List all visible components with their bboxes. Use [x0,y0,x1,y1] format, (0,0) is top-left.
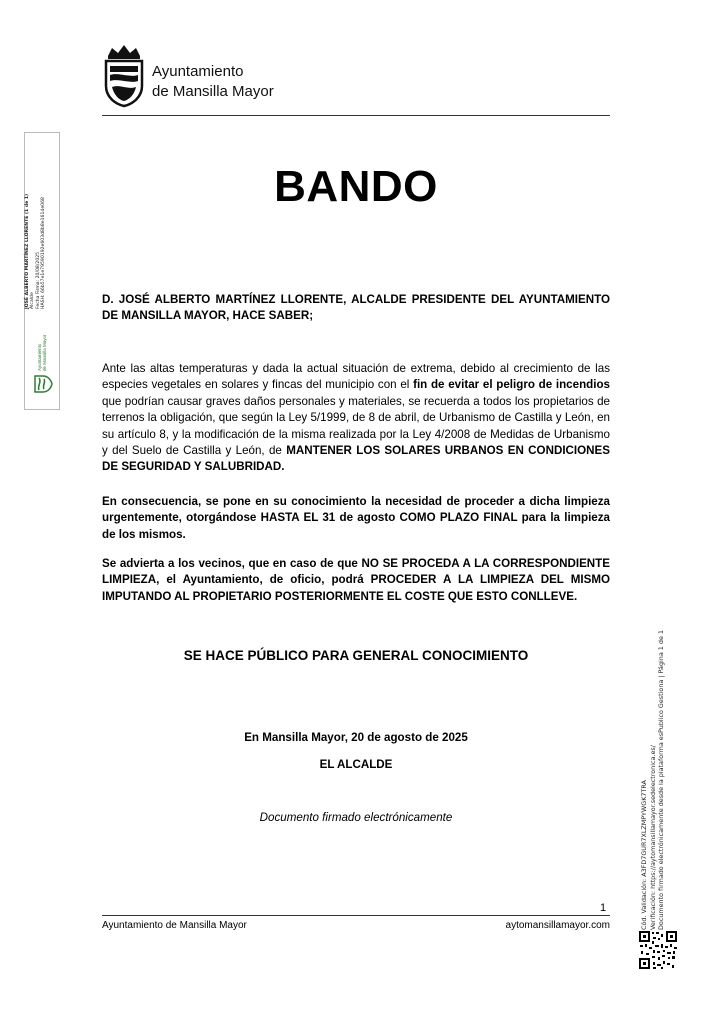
verification-code: Cód. Validación: A3FD7GUR7XLZMPYWGK7TRA [640,780,648,930]
signature-stamp-content [25,141,59,401]
stamp-logo-line2: de Mansilla Mayor [42,334,47,371]
paragraph-1 [102,361,610,476]
document-title: BANDO [274,162,438,211]
signer-title: EL ALCALDE [319,758,393,771]
paragraph-1-bold-b: MANTENER LOS SOLARES URBANOS EN CONDICIONES DE SEGURIDAD Y SALUBRIDAD. [102,444,610,474]
qr-code-icon[interactable] [638,930,678,970]
stamp-logo-icon [31,373,53,395]
footer-organization: Ayuntamiento de Mansilla Mayor [102,920,247,931]
verification-text [640,610,680,930]
footer-website-link[interactable]: aytomansillamayor.com [505,920,610,931]
paragraph-1-text-b: que podrían causar graves daños personales y materiales, se recuerda a todos los propietarios de terrenos la obligación, que según la Ley 5/1999, de 8 de abril, de Urbanismo de Castilla y León, en su artículo 8, y la modificación de la misma realizada por la Ley 4/2008 de Medidas de Urbanismo y del Suelo de Castilla y León, de [102,394,610,458]
footer-divider [102,915,610,916]
stamp-logo-line1: Ayuntamiento [37,343,42,371]
municipal-coat-of-arms-logo [102,42,146,108]
stamp-hash: HASH: 66b57e1e79590192e603d8b8e1614e068 [41,197,47,309]
place-and-date: En Mansilla Mayor, 20 de agosto de 2025 [244,731,468,744]
intro-paragraph: D. JOSÉ ALBERTO MARTÍNEZ LLORENTE, ALCALDE PRESIDENTE DEL AYUNTAMIENTO DE MANSILLA MAYOR, HACE SABER; [102,293,610,323]
header-divider [102,115,610,116]
page-number: 1 [600,902,607,914]
organization-name-line1: Ayuntamiento [152,63,244,80]
signature-stamp [24,132,60,410]
stamp-signer-details [25,194,47,309]
organization-name-line2: de Mansilla Mayor [152,83,274,100]
verification-url[interactable]: Verificación: https://aytomansillamayor.sedelectronica.es/ [648,745,657,930]
stamp-logo-text [37,334,47,371]
stamp-signer-role: Alcalde [30,292,36,309]
stamp-signer-name: JOSÉ ALBERTO MARTÍNEZ LLORENTE (1 de 1) [25,193,30,309]
signed-note: Documento firmado electrónicamente [259,811,453,824]
public-notice: SE HACE PÚBLICO PARA GENERAL CONOCIMIENTO [183,648,529,663]
verification-platform-note: Documento firmado electrónicamente desde la plataforma esPublico Gestiona | Página 1 de 1 [657,630,666,930]
paragraph-3: Se advierta a los vecinos, que en caso de que NO SE PROCEDA A LA CORRESPONDIENTE LIMPIEZA, el Ayuntamiento, de oficio, podrá PROCEDER A LA LIMPIEZA DEL MISMO IMPUTANDO AL PROPIETARIO POSTERIORMENTE EL COSTE QUE ESTO CONLLEVE. [102,557,610,603]
paragraph-1-text-a: Ante las altas temperaturas y dada la actual situación de extrema, debido al crecimiento de las especies vegetales en solares y fincas del municipio con el [102,362,610,392]
paragraph-2: En consecuencia, se pone en su conocimiento la necesidad de proceder a dicha limpieza urgentemente, otorgándose HASTA EL 31 de agosto COMO PLAZO FINAL para la limpieza de los mismos. [102,495,610,541]
paragraph-1-bold-a: fin de evitar el peligro de incendios [413,378,610,392]
organization-name [152,62,274,102]
stamp-sign-date: Fecha Firma: 20/08/2025 [35,251,41,309]
